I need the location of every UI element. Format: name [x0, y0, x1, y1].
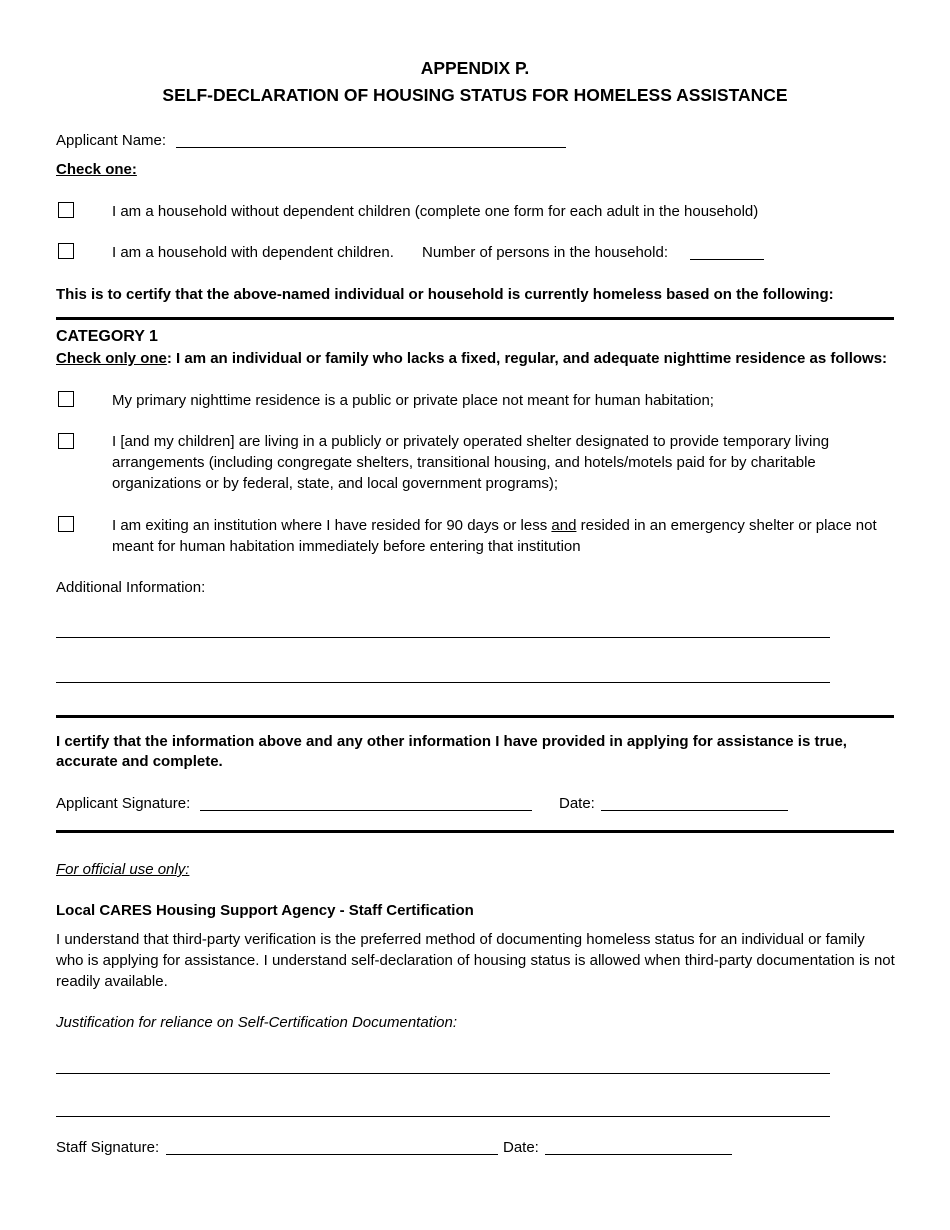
persons-in-household-label: Number of persons in the household:: [422, 244, 668, 261]
applicant-date-label: Date:: [559, 795, 595, 812]
checkbox-exiting-institution[interactable]: [58, 516, 74, 532]
applicant-date-field[interactable]: [601, 810, 788, 811]
certification-statement: I certify that the information above and any other information I have provided in applying for assistance is true, accurate and complete.: [56, 733, 847, 770]
persons-in-household-field[interactable]: [690, 259, 764, 260]
option-exiting-institution-part1: I am exiting an institution where I have resided for 90 days or less: [112, 517, 552, 534]
applicant-signature-field[interactable]: [200, 810, 532, 811]
staff-certification-statement: I understand that third-party verification is the preferred method of documenting homeless status for an individual or family who is applying for assistance. I understand self-declaration of housing status is allowed when third-party documentation is not readily available.: [56, 931, 895, 990]
check-one-label: Check one:: [56, 161, 137, 178]
official-use-label: For official use only:: [56, 861, 190, 878]
certify-intro: This is to certify that the above-named individual or household is currently homeless based on the following:: [56, 286, 834, 303]
checkbox-no-dependent-children[interactable]: [58, 202, 74, 218]
justification-line-2[interactable]: [56, 1116, 830, 1117]
staff-certification-heading: Local CARES Housing Support Agency - Staff Certification: [56, 902, 474, 919]
form-title: SELF-DECLARATION OF HOUSING STATUS FOR HOMELESS ASSISTANCE: [162, 85, 788, 105]
justification-line-1[interactable]: [56, 1073, 830, 1074]
applicant-name-label: Applicant Name:: [56, 132, 167, 149]
checkbox-with-dependent-children[interactable]: [58, 243, 74, 259]
additional-information-line-1[interactable]: [56, 637, 830, 638]
section-divider: [56, 715, 894, 718]
justification-label: Justification for reliance on Self-Certification Documentation:: [56, 1014, 458, 1031]
section-divider: [56, 317, 894, 320]
staff-signature-field[interactable]: [166, 1154, 498, 1155]
applicant-signature-label: Applicant Signature:: [56, 795, 191, 812]
applicant-name-field[interactable]: [176, 147, 566, 148]
checkbox-public-private-place[interactable]: [58, 391, 74, 407]
option-exiting-institution-and: and: [551, 517, 577, 534]
staff-date-label: Date:: [503, 1139, 539, 1156]
additional-information-label: Additional Information:: [56, 579, 206, 596]
additional-information-line-2[interactable]: [56, 682, 830, 683]
staff-signature-label: Staff Signature:: [56, 1139, 160, 1156]
staff-date-field[interactable]: [545, 1154, 732, 1155]
section-divider: [56, 830, 894, 833]
category-1-description: [56, 348, 887, 369]
option-public-private-place: My primary nighttime residence is a public or private place not meant for human habitation;: [112, 392, 714, 409]
check-only-one-label: Check only one: [56, 350, 167, 367]
option-with-dependent-children: I am a household with dependent children.: [112, 244, 394, 261]
category-1-heading: CATEGORY 1: [56, 328, 158, 345]
option-shelter: I [and my children] are living in a publicly or privately operated shelter designated to provide temporary living arrangements (including congregate shelters, transitional housing, and hotels/motels paid for by charitable organizations or by federal, state, and local government programs);: [112, 433, 830, 492]
option-exiting-institution-part2: resided in an emergency shelter or place not meant for human habitation immediately before entering that institution: [112, 517, 877, 555]
form-title-appendix: APPENDIX P.: [420, 58, 530, 78]
checkbox-shelter[interactable]: [58, 433, 74, 449]
category-1-description-text: : I am an individual or family who lacks a fixed, regular, and adequate nighttime residence as follows:: [166, 350, 888, 367]
option-no-dependent-children: I am a household without dependent children (complete one form for each adult in the household): [112, 203, 759, 220]
option-exiting-institution: [112, 515, 897, 557]
